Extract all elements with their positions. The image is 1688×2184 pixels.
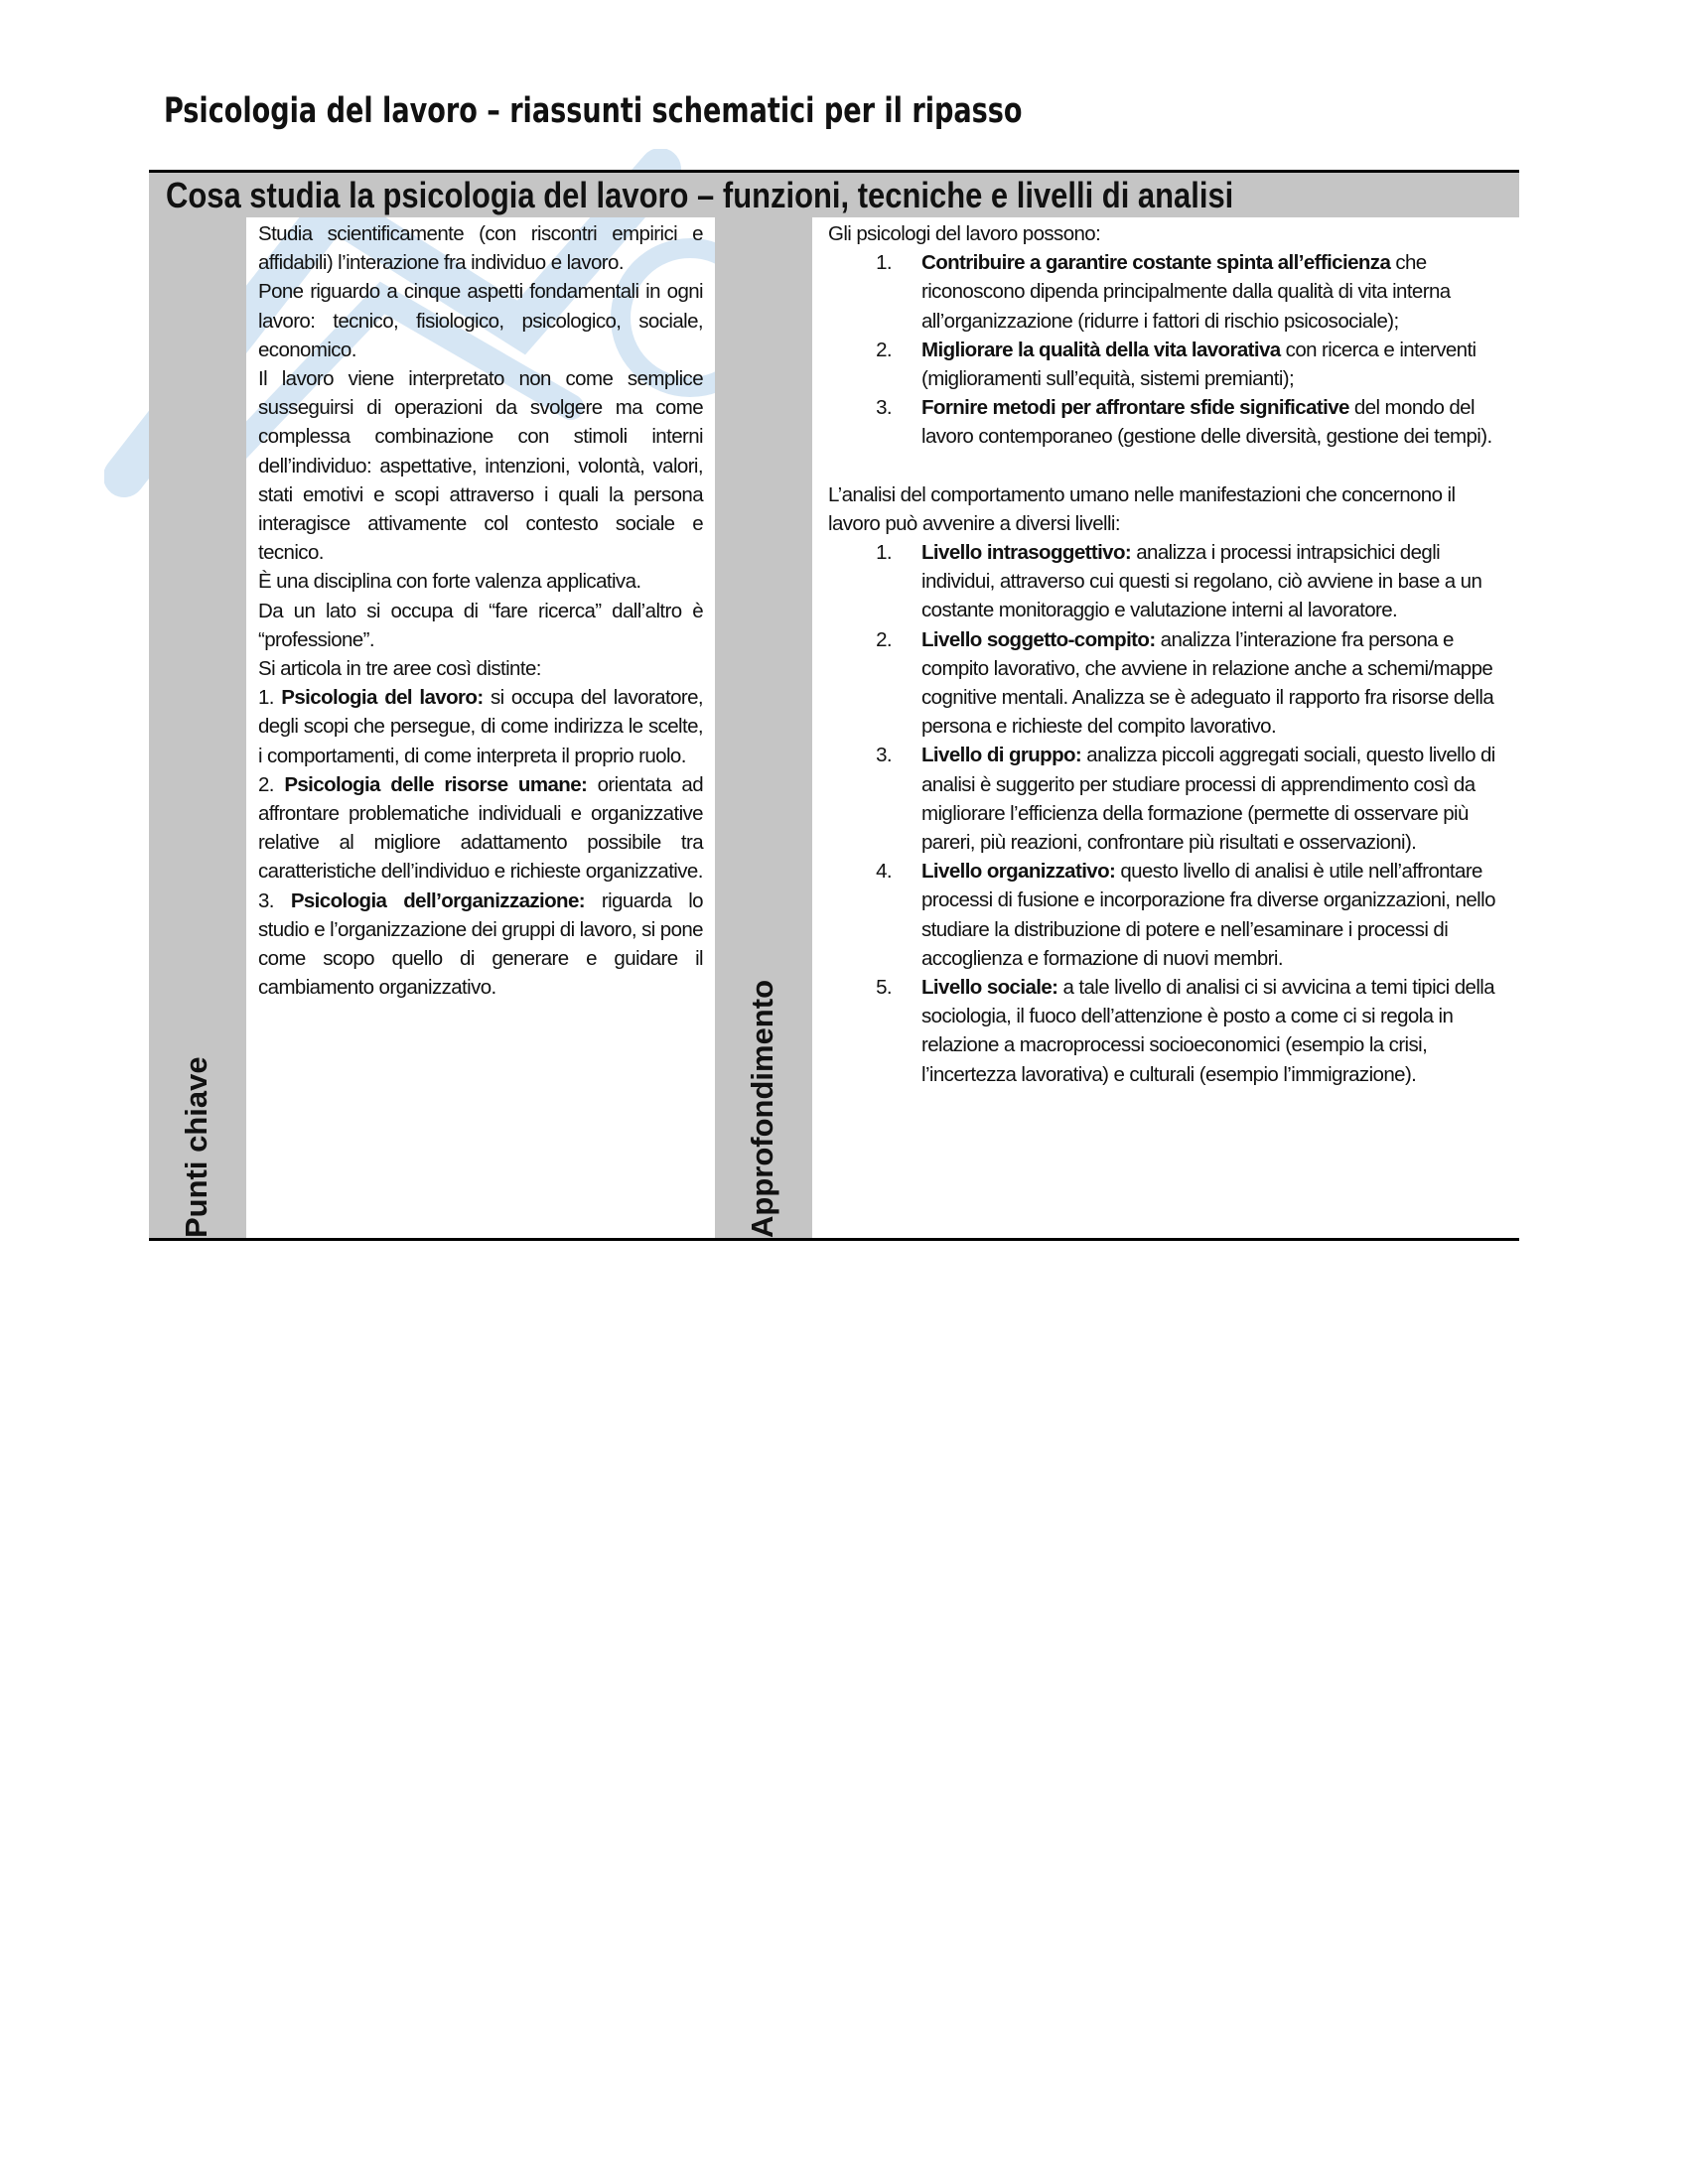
- role-term: Contribuire a garantire costante spinta all’efficienza: [921, 251, 1391, 275]
- area-text: riguarda lo studio e l’organizzazione dei gruppi di lavoro, si pone come scopo quello di generare e guidare il cambiamento organizzativo.: [258, 888, 703, 1000]
- role-text: con ricerca e interventi (miglioramenti sull’equità, sistemi premianti);: [921, 338, 1477, 391]
- role-number: 3.: [876, 396, 892, 420]
- content-grid: [149, 217, 1519, 1241]
- section-title: Cosa studia la psicologia del lavoro – funzioni, tecniche e livelli di analisi: [166, 175, 1234, 215]
- role-item: [828, 336, 1507, 393]
- level-item: [828, 973, 1507, 1089]
- deep-dive-label: Approfondimento: [745, 979, 779, 1238]
- level-text: analizza i processi intrapsichici degli individui, attraverso cui questi si regolano, ciò avviene in base a un costante monitoraggio e valutazione interni al lavoratore.: [921, 541, 1482, 622]
- area-text: si occupa del lavoratore, degli scopi che persegue, di come indirizza le scelte, i comportamenti, di come interpreta il proprio ruolo.: [258, 686, 703, 767]
- roles-intro: Gli psicologi del lavoro possono:: [828, 222, 1101, 245]
- level-item: [828, 857, 1507, 973]
- level-text: analizza l’interazione fra persona e compito lavorativo, che avviene in relazione anche a schemi/mappe cognitive mentali. Analizza se è adeguato il rapporto fra risorse della persona e richieste del compito lavorativo.: [921, 627, 1494, 739]
- level-text: a tale livello di analisi ci si avvicina a temi tipici della sociologia, il fuoco dell’attenzione è posto a come ci si regola in relazione a macroprocessi socioeconomici (esempio la crisi, l’incertezza lavorativa) e culturali (esempio l’immigrazione).: [921, 976, 1495, 1086]
- key-point: È una disciplina con forte valenza applicativa.: [258, 570, 641, 594]
- role-item: [828, 393, 1507, 451]
- deep-dive-label-cell: [715, 217, 812, 1238]
- levels-intro: L’analisi del comportamento umano nelle manifestazioni che concernono il lavoro può avvenire a diversi livelli:: [828, 482, 1456, 535]
- key-point: Studia scientificamente (con riscontri empirici e affidabili) l’interazione fra individuo e lavoro.: [258, 222, 703, 275]
- role-item: [828, 248, 1507, 336]
- key-points-column: [246, 217, 715, 1238]
- level-term: Livello intrasoggettivo:: [921, 541, 1132, 565]
- level-term: Livello sociale:: [921, 976, 1058, 1000]
- level-text: analizza piccoli aggregati sociali, questo livello di analisi è suggerito per studiare processi di apprendimento così da migliorare l’efficienza della formazione (permette di osservare più pareri, più reazioni, confrontare più risultati e osservazioni).: [921, 744, 1495, 855]
- area-number: 3.: [258, 888, 274, 912]
- level-item: [828, 625, 1507, 742]
- page-title: Psicologia del lavoro – riassunti schematici per il ripasso: [164, 91, 1023, 131]
- level-text: questo livello di analisi è utile nell’affrontare processi di fusione e incorporazione fra diverse organizzazioni, nello studiare la distribuzione di potere e nell’esaminare i processi di accoglienza e formazione di nuovi membri.: [921, 860, 1495, 970]
- area-term: Psicologia delle risorse umane:: [284, 772, 588, 796]
- key-point: Da un lato si occupa di “fare ricerca” dall’altro è “professione”.: [258, 599, 703, 651]
- area-term: Psicologia dell’organizzazione:: [290, 888, 586, 912]
- level-number: 3.: [876, 744, 892, 767]
- role-term: Migliorare la qualità della vita lavorativa: [921, 338, 1281, 361]
- role-number: 1.: [876, 251, 892, 275]
- role-text: del mondo del lavoro contemporaneo (gestione delle diversità, gestione dei tempi).: [921, 396, 1492, 449]
- area-number: 2.: [258, 772, 274, 796]
- deep-dive-column: [812, 217, 1519, 1238]
- section-header: [149, 170, 1519, 217]
- level-number: 2.: [876, 627, 892, 651]
- key-points-label: Punti chiave: [179, 1056, 213, 1238]
- key-point: Il lavoro viene interpretato non come semplice susseguirsi di operazioni da svolgere ma come complessa combinazione con stimoli interni dell’individuo: aspettative, intenzioni, volontà, valori, stati emotivi e scopi attraverso i quali la persona interagisce attivamente col contesto sociale e tecnico.: [258, 367, 703, 565]
- key-point: Si articola in tre aree così distinte:: [258, 657, 541, 681]
- area-item: [258, 770, 703, 887]
- area-number: 1.: [258, 686, 274, 710]
- level-number: 5.: [876, 976, 892, 1000]
- level-item: [828, 538, 1507, 625]
- area-item: [258, 683, 703, 770]
- level-item: [828, 741, 1507, 857]
- area-item: [258, 887, 703, 1003]
- roles-list: [828, 248, 1507, 451]
- key-point: Pone riguardo a cinque aspetti fondamentali in ogni lavoro: tecnico, fisiologico, psicologico, sociale, economico.: [258, 280, 703, 361]
- levels-list: [828, 538, 1507, 1089]
- level-term: Livello organizzativo:: [921, 860, 1116, 884]
- summary-sheet: [149, 170, 1519, 1241]
- area-text: orientata ad affrontare problematiche individuali e organizzative relative al migliore adattamento possibile tra caratteristiche dell’individuo e richieste organizzative.: [258, 772, 704, 884]
- key-points-label-cell: [149, 217, 246, 1238]
- role-term: Fornire metodi per affrontare sfide significative: [921, 396, 1349, 420]
- level-term: Livello soggetto-compito:: [921, 627, 1156, 651]
- area-term: Psicologia del lavoro:: [281, 686, 484, 710]
- role-text: che riconoscono dipenda principalmente dalla qualità di vita interna all’organizzazione (ridurre i fattori di rischio psicosociale);: [921, 251, 1451, 333]
- level-number: 1.: [876, 541, 892, 565]
- role-number: 2.: [876, 338, 892, 361]
- level-number: 4.: [876, 860, 892, 884]
- level-term: Livello di gruppo:: [921, 744, 1082, 767]
